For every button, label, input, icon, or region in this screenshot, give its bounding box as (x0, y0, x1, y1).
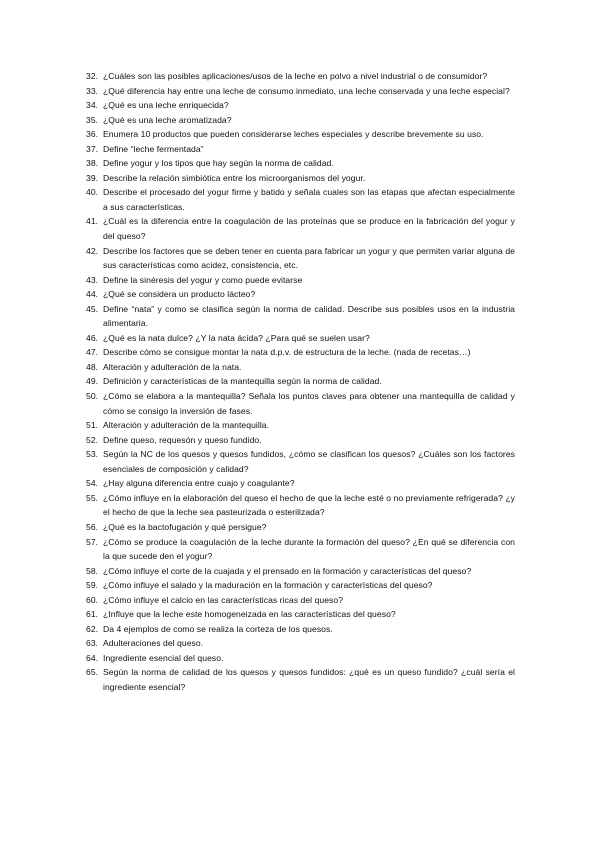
question-text: ¿Qué es la nata dulce? ¿Y la nata ácida? ¿Para qué se suelen usar? (103, 332, 370, 343)
question-number: 33. (86, 85, 99, 96)
question-number: 44. (86, 289, 99, 300)
question-item (86, 84, 515, 99)
question-item (86, 244, 515, 273)
question-number: 61. (86, 609, 99, 620)
question-item (86, 491, 515, 520)
question-text: ¿Qué es una leche aromatizada? (103, 114, 232, 125)
question-number: 41. (86, 216, 99, 227)
question-item (86, 185, 515, 214)
question-text: ¿Cómo se produce la coagulación de la leche durante la formación del queso? ¿En qué se diferencia con la que sucede den el yogur? (103, 536, 515, 562)
question-item (86, 287, 515, 302)
question-item (86, 433, 515, 448)
question-text: Describe el procesado del yogur firme y batido y señala cuales son las etapas que afectan especialmente a sus características. (103, 187, 515, 212)
question-number: 52. (86, 434, 99, 445)
question-text: Alteración y adulteración de la mantequilla. (103, 420, 270, 431)
question-number: 50. (86, 391, 99, 402)
question-item (86, 476, 515, 491)
question-number: 54. (86, 478, 99, 489)
question-item (86, 273, 515, 288)
question-item (86, 651, 515, 666)
question-item (86, 607, 515, 622)
question-number: 51. (86, 420, 99, 431)
question-item (86, 156, 515, 171)
question-text: Ingrediente esencial del queso. (103, 652, 224, 663)
question-number: 35. (86, 114, 99, 125)
question-item (86, 447, 515, 476)
question-item (86, 636, 515, 651)
question-text: Define la sinéresis del yogur y como puede evitarse (103, 274, 303, 285)
question-number: 63. (86, 638, 99, 649)
question-text: Definición y características de la mantequilla según la norma de calidad. (103, 376, 382, 387)
question-text: Define “leche fermentada” (103, 143, 204, 154)
question-number: 39. (86, 172, 99, 183)
question-text: ¿Qué se considera un producto lácteo? (103, 289, 256, 300)
question-text: ¿Qué diferencia hay entre una leche de consumo inmediato, una leche conservada y una leche especial? (103, 85, 510, 96)
question-item (86, 593, 515, 608)
question-number: 45. (86, 303, 99, 314)
question-number: 56. (86, 521, 99, 532)
question-text: ¿Cuál es la diferencia entre la coagulación de las proteínas que se produce en la fabricación del yogur y del queso? (103, 216, 515, 242)
question-number: 65. (86, 667, 99, 678)
question-item (86, 360, 515, 375)
question-text: Alteración y adulteración de la nata. (103, 361, 242, 372)
question-text: Enumera 10 productos que pueden considerarse leches especiales y describe brevemente su uso. (103, 129, 484, 140)
question-text: ¿Cómo influye el salado y la maduración en la formación y características del queso? (103, 580, 433, 591)
question-text: ¿Hay alguna diferencia entre cuajo y coagulante? (103, 478, 295, 489)
question-number: 53. (86, 449, 99, 460)
question-number: 40. (86, 187, 99, 198)
question-item (86, 564, 515, 579)
question-text: Define yogur y los tipos que hay según la norma de calidad. (103, 158, 334, 169)
question-item (86, 374, 515, 389)
question-text: ¿Qué es la bactofugación y qué persigue? (103, 521, 267, 532)
question-text: Adulteraciones del queso. (103, 638, 204, 649)
question-text: ¿Cuáles son las posibles aplicaciones/usos de la leche en polvo a nivel industrial o de consumidor? (103, 71, 488, 81)
question-item (86, 302, 515, 331)
question-number: 64. (86, 652, 99, 663)
question-item (86, 622, 515, 637)
question-number: 36. (86, 129, 99, 140)
question-text: ¿Qué es una leche enriquecida? (103, 100, 229, 111)
question-text: Describe la relación simbiótica entre los microorganismos del yogur. (103, 172, 366, 183)
question-text: Según la norma de calidad de los quesos y quesos fundidos: ¿qué es un queso fundido? ¿cuál sería el ingrediente esencial? (103, 667, 515, 692)
question-item (86, 389, 515, 418)
question-number: 58. (86, 565, 99, 576)
question-item (86, 98, 515, 113)
question-number: 43. (86, 274, 99, 285)
question-number: 57. (86, 536, 99, 547)
question-item (86, 214, 515, 243)
question-item (86, 171, 515, 186)
question-number: 59. (86, 580, 99, 591)
question-number: 38. (86, 158, 99, 169)
question-text: ¿Cómo influye en la elaboración del queso el hecho de que la leche esté o no previamente refrigerada? ¿y el hecho de que la leche sea pasteurizada o esterilizada? (103, 492, 515, 518)
question-item (86, 520, 515, 535)
question-number: 34. (86, 100, 99, 111)
question-number: 37. (86, 143, 99, 154)
question-text: Define “nata” y como se clasifica según la norma de calidad. Describe sus posibles usos en la industria alimentaria. (103, 303, 515, 329)
question-text: ¿Cómo influye el calcio en las características ricas del queso? (103, 594, 344, 605)
question-item (86, 535, 515, 564)
question-number: 60. (86, 594, 99, 605)
question-item (86, 345, 515, 360)
question-item (86, 418, 515, 433)
question-list (86, 69, 515, 695)
question-number: 48. (86, 361, 99, 372)
question-number: 32. (86, 71, 99, 81)
question-item (86, 578, 515, 593)
question-text: ¿Influye que la leche este homogeneizada en las características del queso? (103, 609, 396, 620)
question-item (86, 665, 515, 694)
question-text: Describe los factores que se deben tener en cuenta para fabricar un yogur y que permiten variar alguna de sus características como acidez, consistencia, etc. (103, 245, 515, 271)
question-text: Define queso, requesón y queso fundido. (103, 434, 262, 445)
question-text: ¿Cómo se elabora a la mantequilla? Señala los puntos claves para obtener una mantequilla de calidad y cómo se consigo la inversión de fases. (103, 391, 515, 416)
question-number: 42. (86, 245, 99, 256)
question-text: Da 4 ejemplos de como se realiza la corteza de los quesos. (103, 623, 333, 634)
question-item (86, 331, 515, 346)
question-item (86, 142, 515, 157)
question-number: 62. (86, 623, 99, 634)
question-text: Describe cómo se consigue montar la nata d.p.v. de estructura de la leche. (nada de recetas…) (103, 347, 471, 358)
question-number: 46. (86, 332, 99, 343)
question-number: 47. (86, 347, 99, 358)
question-text: Según la NC de los quesos y quesos fundidos, ¿cómo se clasifican los quesos? ¿Cuáles son los factores esenciales de composición y calidad? (103, 449, 515, 474)
question-item (86, 113, 515, 128)
question-number: 49. (86, 376, 99, 387)
question-item (86, 69, 515, 84)
question-number: 55. (86, 492, 99, 503)
question-item (86, 127, 515, 142)
question-text: ¿Cómo influye el corte de la cuajada y el prensado en la formación y características del queso? (103, 565, 472, 576)
